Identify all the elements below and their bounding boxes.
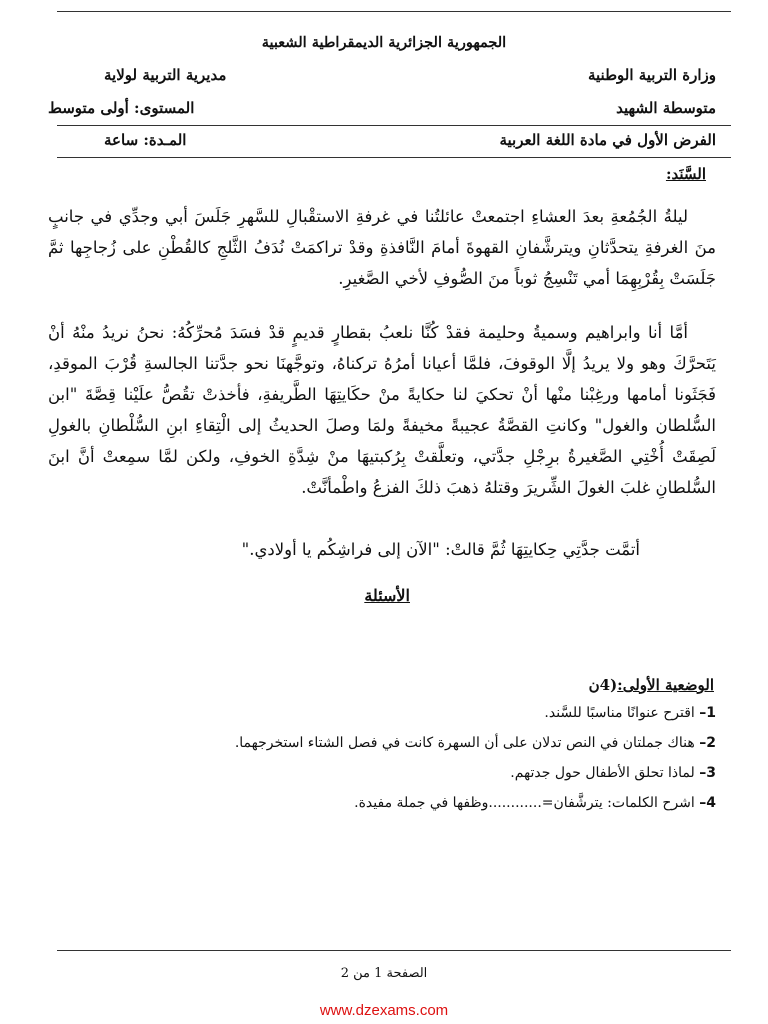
- situation-heading: [589, 676, 714, 694]
- level-label: المستوى: أولى متوسط: [48, 99, 195, 117]
- situation-points: (4ن: [588, 676, 618, 694]
- exam-title: الفرض الأول في مادة اللغة العربية: [499, 131, 716, 149]
- duration-label: المـدة: ساعة: [104, 131, 187, 149]
- text-paragraph-2: أمَّا أنا وابراهيم وسميةُ وحليمة فقدْ كُنَّا نلعبُ بقطارٍ قديمٍ قدْ فسَدَ مُحرِّكُهُ: نحنُ نريدُ منْهُ أنْ يَتَحرَّكَ وهو ولا يريدُ إلَّا الوقوفَ، فلمَّا أعيانا أمرُهُ تركناهُ، وتوجَّهنَا نحو جدَّتنا الجالسةِ قُرْبَ الموقدِ، فَجَثَونا أمامها ورغِبْنا منْها أنْ تحكيَ لنا حكايةً منْ حكَايتِهَا الطَّريفةِ، فأخذتْ تقُصُّ علَيْنا قِصَّةَ "ابن السُّلطان والغول" وكانتِ القصَّةُ عجيبةً مخيفةً ولمَا وصلَ الحديثُ إلى الْتِقاءِ ابنِ السُّلْطانِ بالغولِ لَصِقَتْ أُخْتِي الصَّغيرةُ برِجْلِ جدَّتي، وتعلَّقتْ بِرُكبتيهَا منْ شِدَّةِ الخوفِ، ولكن لمَّا سمِعتْ أنَّ ابنَ السُّلطانِ غلبَ الغولَ الشِّريرَ وقتلهُ ذهبَ ذلكَ الفزعُ واطْمأنَّتْ.: [48, 323, 716, 497]
- website-link[interactable]: www.dzexams.com: [319, 1002, 449, 1019]
- text-label: [666, 164, 706, 183]
- question-4-number: 4–: [699, 795, 716, 811]
- question-1: [544, 705, 716, 721]
- situation-title: الوضعية الأولى:: [617, 676, 714, 694]
- question-2-number: 2–: [699, 735, 716, 751]
- ministry-label: وزارة التربية الوطنية: [587, 66, 716, 84]
- top-divider: [57, 11, 731, 12]
- website-link-wrap: [0, 1000, 768, 1019]
- school-label: متوسطة الشهيد: [616, 99, 716, 117]
- question-1-text: اقترح عنوانًا مناسبًا للسَّند.: [544, 705, 695, 721]
- text-paragraph-3: أتمَّت جدَّتِي حِكايتِهَا ثُمَّ قالتْ: "الآن إلى فراشِكُم يا أولادي.": [241, 540, 640, 559]
- directorate-label: مديرية التربية لولاية: [104, 66, 227, 84]
- questions-heading-text: الأسئلة: [364, 586, 410, 605]
- header-divider-1: [57, 125, 731, 126]
- republic-title: الجمهورية الجزائرية الديمقراطية الشعبية: [261, 34, 507, 51]
- question-4-text: اشرح الكلمات: يترشَّفان=............وظفها في جملة مفيدة.: [354, 795, 695, 811]
- text-paragraph-1: ليلةُ الجُمُعةِ بعدَ العشاءِ اجتمعتْ عائلتُنا في غرفةِ الاستقْبالِ للسَّهرِ جَلَسَ أبي وجدِّي في جانبٍ منَ الغرفةِ يتحدَّثانِ ويترشَّفانِ القهوةَ أمامَ النَّافذةِ وقدْ تراكمَتْ نُدَفُ الثَّلجِ كالقُطْنِ على زُجاجِها ثمَّ جَلَسَتْ بِقُرْبِهِمَا أمي تَنْسِجُ ثوباً منَ الصُّوفِ لأخي الصَّغيرِ.: [48, 207, 716, 288]
- page-number: الصفحة 1 من 2: [340, 966, 428, 981]
- question-3-number: 3–: [699, 765, 716, 781]
- footer-divider: [57, 950, 731, 951]
- text-label-text: السَّنَد:: [665, 165, 706, 183]
- header-divider-2: [57, 157, 731, 158]
- question-3-text: لماذا تحلق الأطفال حول جدتهم.: [510, 765, 695, 781]
- question-3: [510, 765, 716, 781]
- question-1-number: 1–: [699, 705, 716, 721]
- question-2-text: هناك جملتان في النص تدلان على أن السهرة كانت في فصل الشتاء استخرجهما.: [234, 735, 695, 751]
- question-2: [235, 735, 716, 751]
- question-4: [354, 795, 716, 811]
- questions-heading: [364, 586, 410, 605]
